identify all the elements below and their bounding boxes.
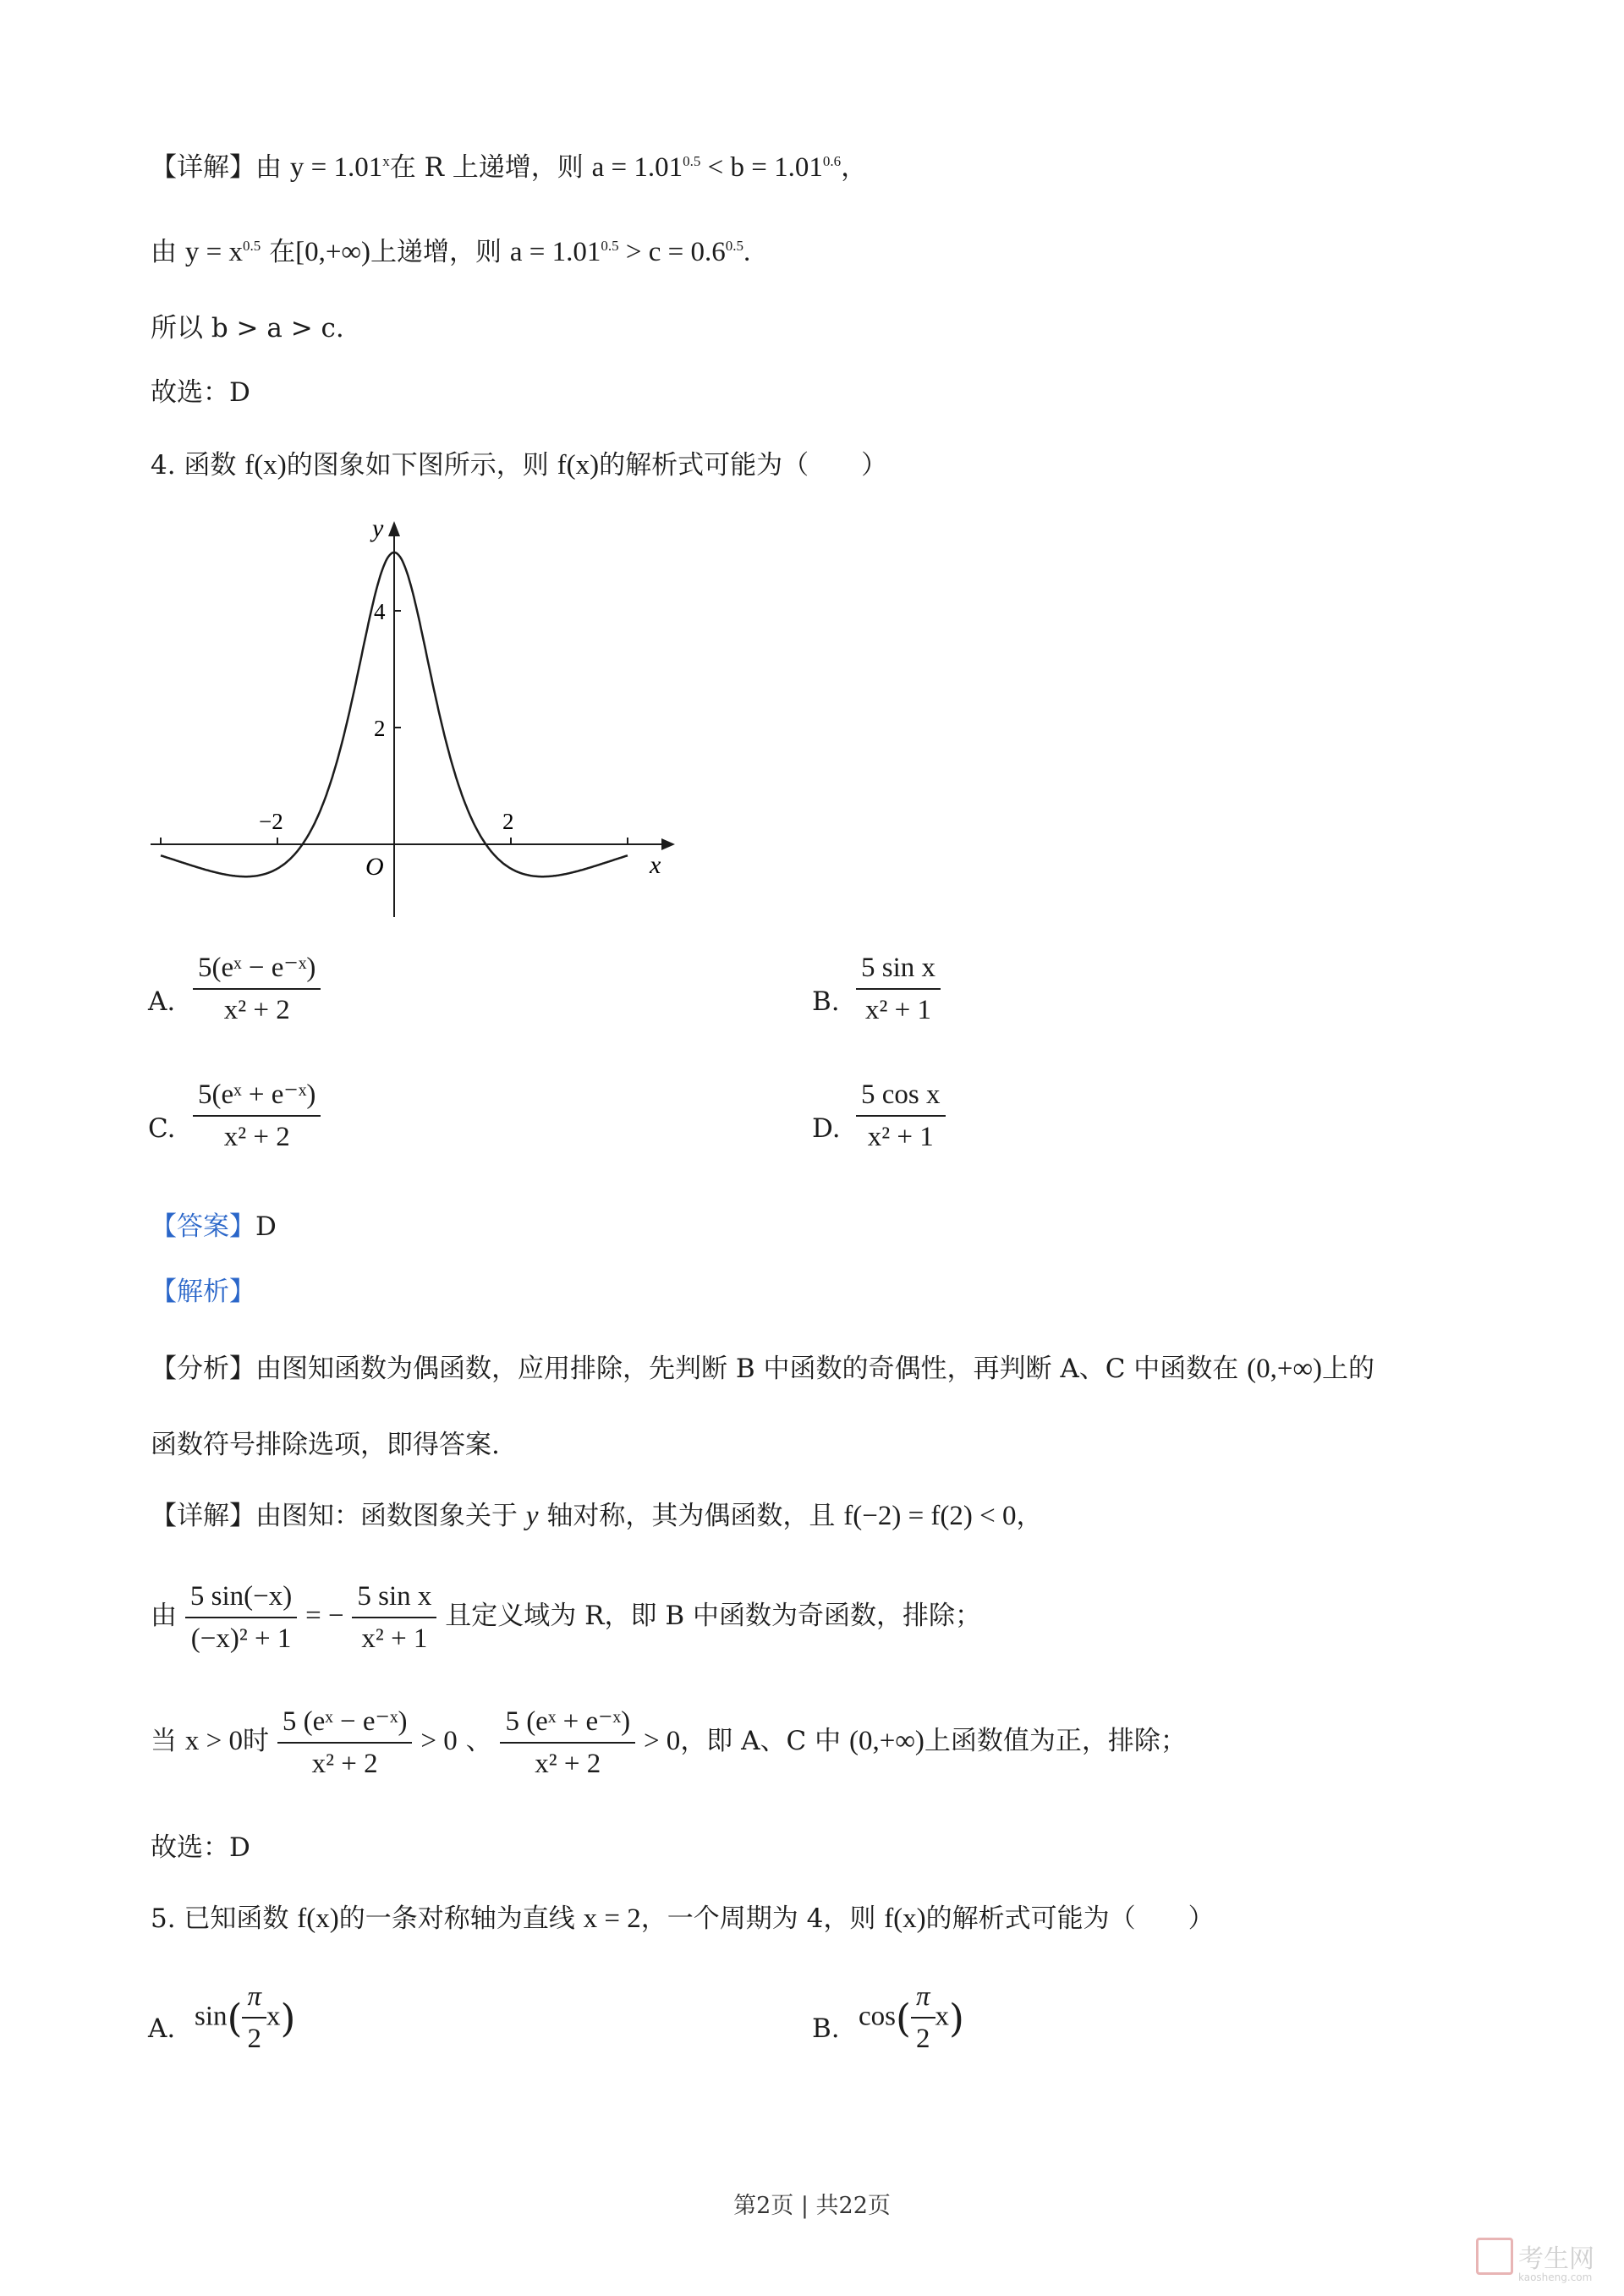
- q5-option-a-formula: sin( $\frac{\pi}{2}$ x): [195, 1981, 296, 2054]
- x-axis-label: x: [650, 851, 661, 879]
- text: 在: [269, 237, 296, 267]
- detail-line-1: [151, 149, 867, 186]
- math: $a = 1.01^{0.5} > c = 0.6^{0.5}$: [509, 237, 743, 267]
- fenxi-line-2: 函数符号排除选项，即得答案.: [151, 1430, 500, 1460]
- analysis-label: 【解析】: [151, 1277, 255, 1307]
- fraction: $\frac{\pi}{2}$: [242, 1980, 266, 2056]
- text: 当: [151, 1726, 177, 1756]
- fenxi-line-1: [151, 1350, 1374, 1387]
- x-tick-label: −2: [259, 809, 283, 834]
- text: 上函数值为正，排除；: [924, 1726, 1187, 1756]
- text: 且定义域为 R，即 B 中函数为奇函数，排除；: [445, 1601, 981, 1631]
- text: ，: [1016, 1501, 1043, 1531]
- math: f(x): [884, 1903, 926, 1934]
- fraction: $\frac{\text{5 sin x}}{\text{x² + 1}}$: [352, 1579, 436, 1656]
- interval: [0,+∞): [295, 237, 370, 267]
- text: ，即 A、C 中: [680, 1726, 842, 1756]
- fraction: $\frac{\pi}{2}$: [911, 1980, 935, 2056]
- fenxi-label: 【分析】: [151, 1354, 255, 1384]
- text: 5. 已知函数: [151, 1903, 289, 1934]
- final-answer-line: 故选：D: [151, 1832, 250, 1863]
- answer-line: [151, 1208, 277, 1245]
- xiangjie-line-2: [151, 1575, 981, 1656]
- text: 、: [465, 1726, 492, 1756]
- text: 由图知函数为偶函数，应用排除，先判断 B 中函数的奇偶性，再判断 A、C 中函数在: [255, 1354, 1239, 1384]
- detail-line-4: 故选：D: [151, 377, 250, 408]
- detail-label: 【详解】: [151, 152, 255, 183]
- logo-icon: [1476, 2238, 1513, 2275]
- math: > 0: [420, 1726, 458, 1756]
- math: f(−2) = f(2) < 0: [843, 1501, 1017, 1531]
- watermark-text: 考生网: [1518, 2244, 1594, 2274]
- interval: (0,+∞): [849, 1726, 924, 1756]
- text: 由: [255, 152, 282, 183]
- y-axis-arrow: [388, 521, 400, 536]
- function-graph: [144, 508, 685, 922]
- math: = −: [305, 1601, 344, 1631]
- x-axis-arrow: [661, 838, 675, 850]
- q4-stem: [151, 447, 887, 484]
- option-b-formula: [856, 951, 941, 1027]
- xiangjie-label: 【详解】: [151, 1501, 255, 1531]
- math: f(x): [557, 450, 600, 481]
- interval: (0,+∞): [1247, 1354, 1323, 1384]
- math: y: [525, 1501, 539, 1531]
- answer-value: D: [255, 1211, 277, 1242]
- watermark-logo: [1476, 2238, 1594, 2283]
- option-c-formula: [193, 1078, 321, 1154]
- text: .: [743, 237, 751, 267]
- detail-line-2: [151, 233, 750, 271]
- text: 的解析式可能为（ ）: [599, 450, 888, 481]
- text: ，: [841, 152, 868, 183]
- math: x > 0: [184, 1726, 243, 1756]
- q5-option-b-label: B.: [812, 2013, 840, 2044]
- origin-label: O: [365, 853, 384, 881]
- fraction: $\frac{\text{5 (eˣ − e⁻ˣ)}}{\text{x² + 2}}$: [277, 1705, 413, 1781]
- option-a-formula: [193, 951, 321, 1027]
- text: 上的: [1322, 1354, 1375, 1384]
- math: $y = 1.01^x$: [289, 152, 390, 183]
- fraction: $\frac{\text{5 (eˣ + e⁻ˣ)}}{\text{x² + 2}}$: [500, 1705, 635, 1781]
- fraction: $\frac{5 \sin(-x)}{\text{(−x)² + 1}}$: [185, 1579, 297, 1656]
- option-d-formula: [856, 1078, 946, 1154]
- answer-label: 【答案】: [151, 1211, 255, 1242]
- text: 上递增，则: [370, 237, 502, 267]
- x-tick-label: 2: [502, 809, 514, 834]
- watermark-sub: kaosheng.com: [1518, 2271, 1593, 2283]
- option-d-label: D.: [812, 1113, 841, 1144]
- xiangjie-line-1: [151, 1497, 1043, 1535]
- q5-stem: [151, 1900, 1215, 1937]
- math: $y = x^{0.5}$: [184, 237, 261, 267]
- option-b-label: B.: [812, 986, 840, 1017]
- xiangjie-line-3: [151, 1700, 1187, 1782]
- page-footer: 第2页 | 共22页: [733, 2193, 891, 2219]
- text: 的图象如下图所示，则: [286, 450, 549, 481]
- fraction: $\frac{\text{5(eˣ − e⁻ˣ)}}{\text{x² + 2}}$: [193, 951, 321, 1027]
- analysis-label-line: [151, 1273, 255, 1310]
- q5-option-a-label: A.: [148, 2013, 176, 2044]
- fraction: $\frac{\text{5 cos x}}{\text{x² + 1}}$: [856, 1078, 946, 1154]
- text: 由图知：函数图象关于: [255, 1501, 518, 1531]
- y-axis-label: y: [372, 514, 384, 542]
- text: 的一条对称轴为直线: [338, 1903, 575, 1934]
- fraction: $\frac{\text{5(eˣ + e⁻ˣ)}}{\text{x² + 2}}$: [193, 1078, 321, 1154]
- text: 4. 函数: [151, 450, 237, 481]
- y-tick-label: 2: [374, 716, 386, 741]
- math: f(x): [297, 1903, 339, 1934]
- math: f(x): [244, 450, 287, 481]
- option-a-label: A.: [148, 986, 176, 1017]
- detail-line-3: 所以 b > a > c.: [151, 313, 344, 343]
- text: 由: [151, 1601, 177, 1631]
- y-tick-label: 4: [374, 599, 386, 624]
- text: 在 R 上递增，则: [389, 152, 584, 183]
- text: 的解析式可能为（ ）: [925, 1903, 1215, 1934]
- q5-option-b-formula: cos( $\frac{\pi}{2}$ x): [859, 1981, 964, 2054]
- math: x = 2: [583, 1903, 641, 1934]
- text: ，一个周期为 4，则: [640, 1903, 876, 1934]
- fraction: $\frac{\text{5 sin x}}{\text{x² + 1}}$: [856, 951, 941, 1027]
- math: $a = 1.01^{0.5} < b = 1.01^{0.6}$: [591, 152, 842, 183]
- math: > 0: [643, 1726, 681, 1756]
- text: 时: [242, 1726, 269, 1756]
- option-c-label: C.: [148, 1113, 176, 1144]
- text: 轴对称，其为偶函数，且: [546, 1501, 836, 1531]
- text: 由: [151, 237, 177, 267]
